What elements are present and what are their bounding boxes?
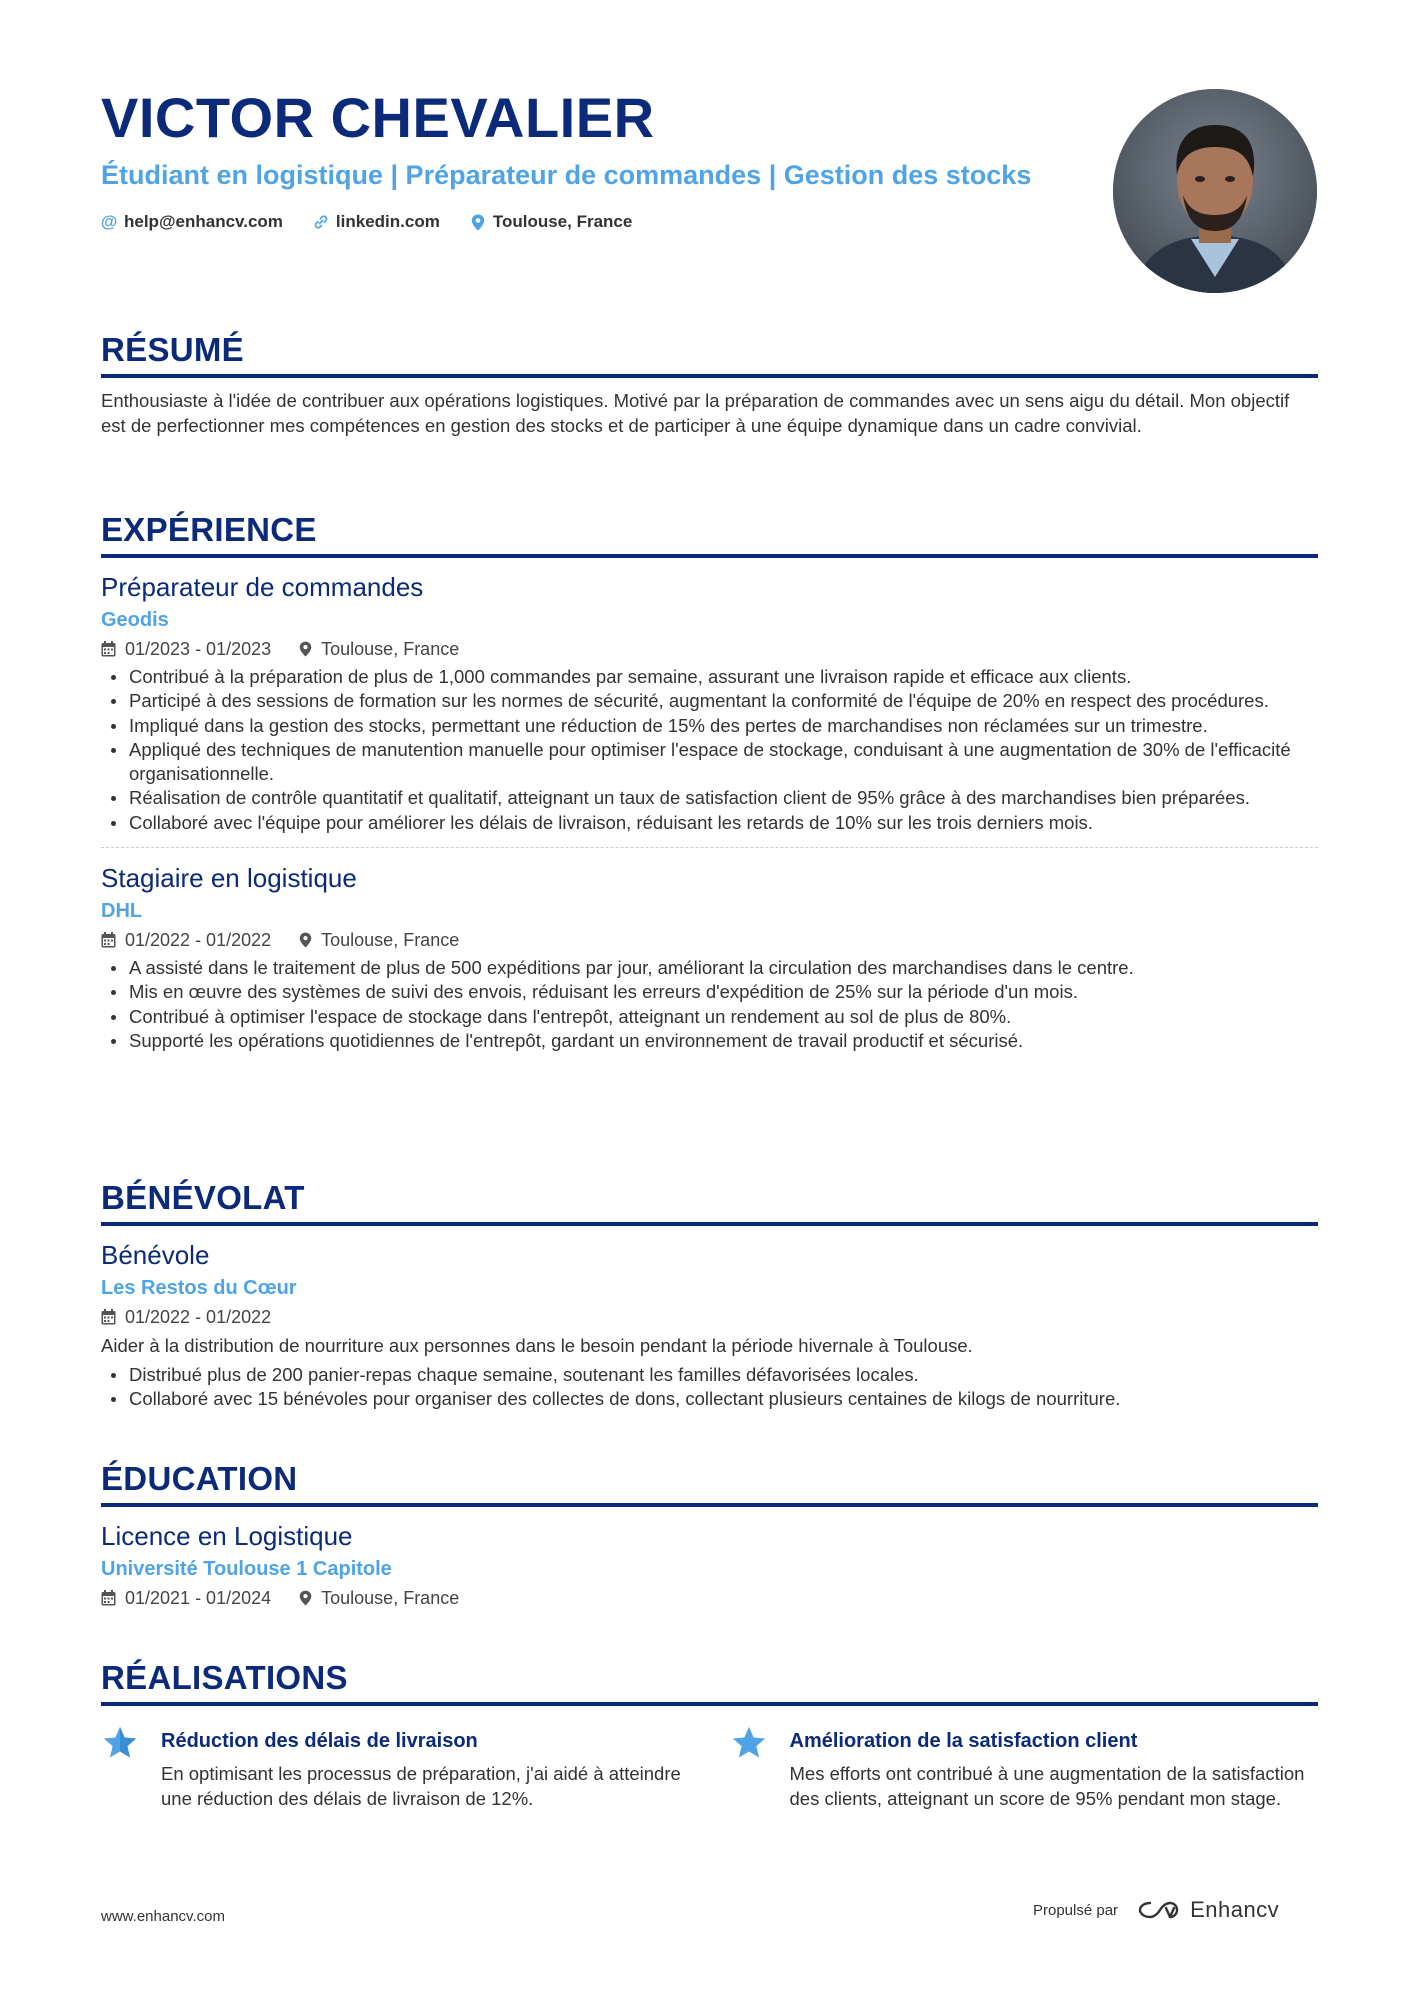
- education-divider: [101, 1503, 1318, 1507]
- education-entry: [101, 1520, 1318, 1610]
- contact-location: [470, 212, 633, 232]
- volunteer-entry: [101, 1239, 1318, 1411]
- education-section: [101, 1459, 1318, 1610]
- volunteer-title: BÉNÉVOLAT: [101, 1179, 305, 1216]
- header: [101, 84, 1041, 232]
- map-pin-icon: [299, 1590, 312, 1606]
- volunteer-divider: [101, 1222, 1318, 1226]
- linkedin-text: linkedin.com: [335, 212, 440, 231]
- job-meta: [101, 928, 1318, 952]
- achievement-description: Mes efforts ont contribué à une augmentation de la satisfaction des clients, atteignant un score de 95% pendant mon stage.: [789, 1763, 1305, 1809]
- list-item: Distribué plus de 200 panier-repas chaque semaine, soutenant les familles défavorisées locales.: [101, 1363, 1318, 1387]
- list-item: Collaboré avec l'équipe pour améliorer les délais de livraison, réduisant les retards de 10% sur les trois derniers mois.: [101, 811, 1318, 835]
- list-item: Mis en œuvre des systèmes de suivi des envois, réduisant les erreurs d'expédition de 25% sur la période d'un mois.: [101, 980, 1318, 1004]
- job-company: DHL: [101, 900, 143, 923]
- brand-name: Enhancv: [1190, 1897, 1280, 1922]
- job-location: [299, 637, 459, 661]
- map-pin-icon: [299, 641, 312, 657]
- list-item: Collaboré avec 15 bénévoles pour organiser des collectes de dons, collectant plusieurs centaines de kilogs de nourriture.: [101, 1387, 1318, 1411]
- job-bullets: [101, 956, 1318, 1053]
- brand-logo[interactable]: [1136, 1897, 1279, 1923]
- powered-by-text: Propulsé par: [1033, 1901, 1119, 1919]
- contact-list: [101, 212, 1041, 232]
- contact-email[interactable]: [101, 212, 283, 232]
- achievements-title: RÉALISATIONS: [101, 1659, 348, 1696]
- job-entry: [101, 862, 1318, 1053]
- job-location: [299, 928, 459, 952]
- achievements-divider: [101, 1702, 1318, 1706]
- job-dates: [101, 637, 271, 661]
- summary-divider: [101, 374, 1318, 378]
- experience-title: EXPÉRIENCE: [101, 511, 317, 548]
- job-dates-text: 01/2022 - 01/2022: [125, 930, 272, 951]
- volunteer-dates-text: 01/2022 - 01/2022: [125, 1307, 272, 1327]
- volunteer-dates: [101, 1305, 271, 1329]
- calendar-icon: [101, 932, 116, 948]
- job-location-text: Toulouse, France: [321, 930, 460, 951]
- experience-section: [101, 510, 1318, 1053]
- job-location-text: Toulouse, France: [321, 639, 460, 659]
- email-text: help@enhancv.com: [124, 212, 283, 231]
- education-location: [299, 1586, 459, 1610]
- enhancv-logo-icon: [1136, 1899, 1180, 1921]
- summary-text: Enthousiaste à l'idée de contribuer aux opérations logistiques. Motivé par la préparation de commandes avec un sens aigu du détail. Mon objectif est de perfectionner mes compétences en gestion des stocks et de participer à une équipe dynamique dans un cadre convivial.: [101, 390, 1290, 436]
- list-item: Impliqué dans la gestion des stocks, permettant une réduction de 15% des pertes de marchandises non réclamées sur un trimestre.: [101, 714, 1318, 738]
- volunteer-org: Les Restos du Cœur: [101, 1277, 297, 1299]
- link-icon: [313, 214, 329, 230]
- education-dates: [101, 1586, 271, 1610]
- achievements-section: [101, 1658, 1318, 1811]
- list-item: Supporté les opérations quotidiennes de l'entrepôt, gardant un environnement de travail productif et sécurisé.: [101, 1029, 1318, 1053]
- achievement-description: En optimisant les processus de préparation, j'ai aidé à atteindre une réduction des délais de livraison de 12%.: [161, 1763, 681, 1809]
- achievement-content: [161, 1728, 690, 1811]
- map-pin-icon: [470, 214, 486, 230]
- calendar-icon: [101, 1590, 116, 1606]
- achievement-content: [790, 1728, 1319, 1811]
- job-dates: [101, 928, 271, 952]
- achievement-title: Amélioration de la satisfaction client: [789, 1730, 1138, 1752]
- education-location-text: Toulouse, France: [321, 1588, 460, 1608]
- calendar-icon: [101, 1309, 116, 1325]
- education-meta: [101, 1586, 1318, 1610]
- footer-website[interactable]: www.enhancv.com: [101, 1908, 225, 1925]
- summary-section: [101, 330, 1318, 438]
- list-item: A assisté dans le traitement de plus de 500 expéditions par jour, améliorant la circulation des marchandises dans le centre.: [101, 956, 1318, 980]
- achievement-item: [730, 1728, 1319, 1811]
- achievement-item: [101, 1728, 690, 1811]
- location-text: Toulouse, France: [492, 212, 633, 231]
- job-entry: [101, 571, 1318, 835]
- job-bullets: [101, 665, 1318, 835]
- education-dates-text: 01/2021 - 01/2024: [125, 1588, 272, 1608]
- degree-name: Licence en Logistique: [101, 1521, 353, 1551]
- job-company: Geodis: [101, 609, 169, 631]
- job-role: Préparateur de commandes: [101, 572, 424, 602]
- map-pin-icon: [299, 932, 312, 948]
- volunteer-meta: [101, 1305, 1318, 1329]
- list-item: Contribué à la préparation de plus de 1,000 commandes par semaine, assurant une livraison rapide et efficace aux clients.: [101, 665, 1318, 689]
- list-item: Participé à des sessions de formation sur les normes de sécurité, augmentant la conformité de l'équipe de 20% en respect des procédures.: [101, 689, 1318, 713]
- school-name: Université Toulouse 1 Capitole: [101, 1558, 392, 1580]
- contact-linkedin[interactable]: [313, 212, 440, 232]
- star-outline-icon: [101, 1724, 139, 1762]
- job-dates-text: 01/2023 - 01/2023: [125, 639, 272, 659]
- achievements-grid: [101, 1728, 1318, 1811]
- volunteer-role: Bénévole: [101, 1240, 210, 1270]
- education-title: ÉDUCATION: [101, 1460, 298, 1497]
- candidate-subtitle: Étudiant en logistique | Préparateur de commandes | Gestion des stocks: [101, 160, 1032, 190]
- experience-divider: [101, 554, 1318, 558]
- job-meta: [101, 637, 1318, 661]
- job-role: Stagiaire en logistique: [101, 863, 357, 894]
- profile-photo: [1113, 89, 1317, 293]
- star-filled-icon: [730, 1724, 768, 1762]
- list-item: Contribué à optimiser l'espace de stockage dans l'entrepôt, atteignant un rendement au sol de plus de 80%.: [101, 1005, 1318, 1029]
- achievement-title: Réduction des délais de livraison: [161, 1730, 478, 1752]
- candidate-name: VICTOR CHEVALIER: [101, 86, 655, 149]
- at-sign-icon: @: [100, 212, 118, 231]
- list-item: Réalisation de contrôle quantitatif et qualitatif, atteignant un taux de satisfaction client de 95% grâce à des marchandises bien préparées.: [101, 786, 1318, 810]
- footer-branding: [1033, 1897, 1279, 1923]
- volunteer-description: Aider à la distribution de nourriture aux personnes dans le besoin pendant la période hivernale à Toulouse.: [101, 1335, 973, 1356]
- entry-separator: [101, 847, 1318, 848]
- volunteer-section: [101, 1178, 1318, 1411]
- summary-title: RÉSUMÉ: [101, 331, 244, 368]
- calendar-icon: [101, 641, 116, 657]
- volunteer-bullets: [101, 1363, 1318, 1412]
- list-item: Appliqué des techniques de manutention manuelle pour optimiser l'espace de stockage, conduisant à une augmentation de 30% de l'efficacité organisationnelle.: [101, 738, 1318, 787]
